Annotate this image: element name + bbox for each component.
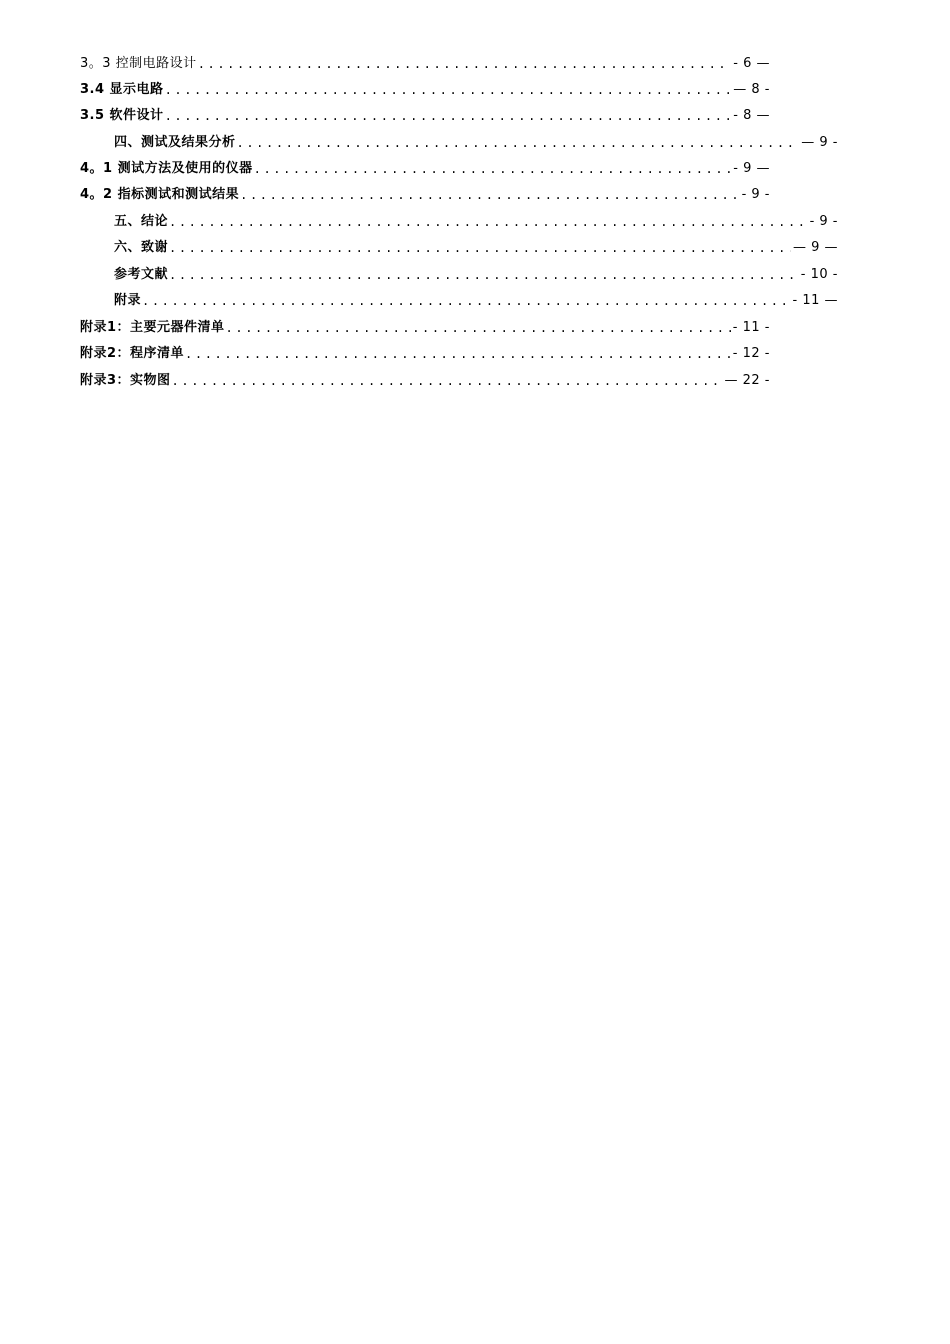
toc-entry-3-4[interactable] [80,78,770,98]
toc-entry-section-5[interactable] [114,210,838,230]
dot-leader [165,108,732,124]
toc-entry-4-2[interactable] [80,183,770,203]
toc-entry-page: - 12 - [732,346,770,361]
toc-entry-page: — 22 - [724,373,770,388]
toc-entry-appendix-1[interactable] [80,316,770,336]
toc-entry-label: 四、测试及结果分析 [114,135,236,150]
toc-entry-page: — 9 - [801,135,838,150]
toc-entry-page: - 8 — [733,108,770,123]
toc-entry-4-1[interactable] [80,157,770,177]
toc-entry-section-4[interactable] [114,131,838,151]
toc-entry-3-3[interactable] [80,52,770,72]
toc-entry-page: - 9 - [809,214,838,229]
toc-entry-page: - 6 — [733,56,770,71]
dot-leader [237,135,800,151]
toc-entry-page: — 8 - [733,82,770,97]
toc-entry-label: 3.5 软件设计 [80,108,164,123]
toc-entry-label: 3。3 控制电路设计 [80,56,197,71]
toc-entry-appendix-2[interactable] [80,342,770,362]
toc-entry-references[interactable] [114,263,838,283]
toc-entry-page: — 9 — [792,240,838,255]
toc-entry-label: 附录3：实物图 [80,373,171,388]
toc-entry-page: - 11 - [732,320,770,335]
dot-leader [169,267,799,283]
dot-leader [165,82,732,98]
toc-entry-label: 参考文献 [114,267,169,282]
dot-leader [226,320,731,336]
toc-entry-appendix-3[interactable] [80,369,770,389]
toc-entry-label: 附录2：程序清单 [80,346,185,361]
dot-leader [169,240,791,256]
dot-leader [169,214,808,230]
toc-entry-page: - 9 — [733,161,770,176]
dot-leader [254,161,732,177]
dot-leader [142,293,790,309]
dot-leader [240,187,739,203]
dot-leader [198,56,732,72]
toc-entry-label: 4。2 指标测试和测试结果 [80,187,240,202]
toc-entry-page: - 9 - [741,187,770,202]
toc-entry-appendix[interactable] [114,289,838,309]
toc-entry-section-6[interactable] [114,236,838,256]
toc-entry-page: - 11 — [792,293,838,308]
dot-leader [172,373,723,389]
dot-leader [185,346,731,362]
toc-entry-label: 五、结论 [114,214,169,229]
toc-entry-page: - 10 - [800,267,838,282]
toc-entry-label: 附录1：主要元器件清单 [80,320,225,335]
toc-entry-label: 3.4 显示电路 [80,82,164,97]
toc-entry-label: 附录 [114,293,142,308]
toc-entry-label: 4。1 测试方法及使用的仪器 [80,161,253,176]
toc-entry-label: 六、致谢 [114,240,169,255]
toc-entry-3-5[interactable] [80,104,770,124]
